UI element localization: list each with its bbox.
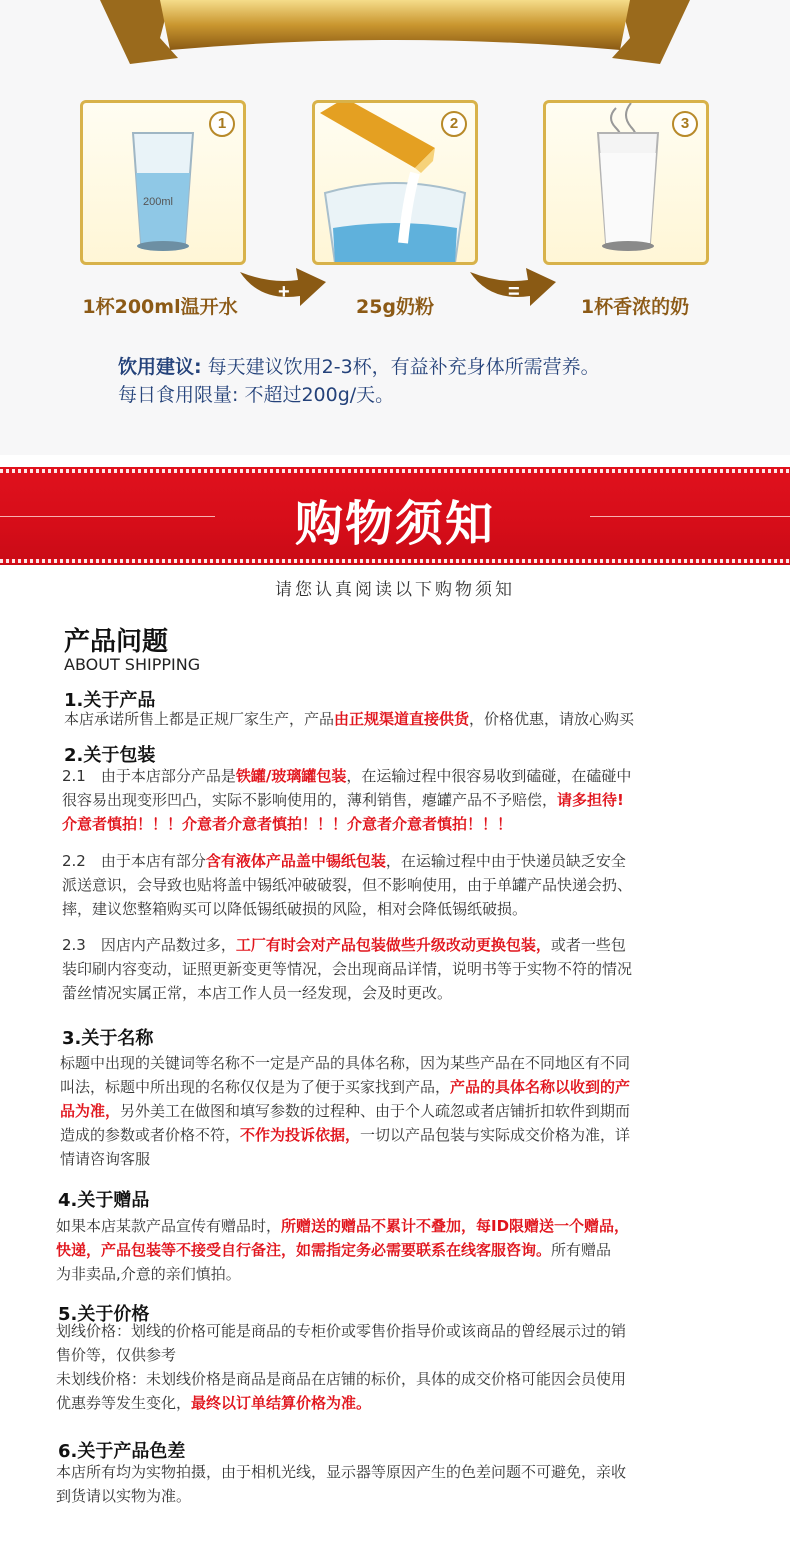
body-text: 2.1 由于本店部分产品是 (62, 767, 236, 785)
body-text: 2.3 因店内产品数过多， (62, 936, 236, 954)
highlight-text: 铁罐/玻璃罐包装 (235, 767, 347, 785)
highlight-text: 快递，产品包装等不接受自行备注，如需指定务必需要联系在线客服咨询。 (56, 1241, 552, 1259)
text-line (62, 957, 632, 981)
highlight-text: 含有液体产品盖中锡纸包装 (205, 852, 386, 870)
text-line (56, 1238, 629, 1262)
item-4-heading: 4.关于赠品 (58, 1190, 150, 1211)
body-text: 到货请以实物为准。 (56, 1487, 192, 1505)
highlight-text: 所赠送的赠品不累计不叠加，每ID限赠送一个赠品， (281, 1217, 630, 1235)
body-text: 摔，建议您整箱购买可以降低锡纸破损的风险，相对会降低锡纸破损。 (62, 900, 528, 918)
highlight-text: 最终以订单结算价格为准。 (191, 1394, 372, 1412)
item-2-heading: 2.关于包装 (64, 745, 156, 766)
body-text: 另外美工在做图和填写参数的过程种、由于个人疏忽或者店铺折扣软件到期而 (120, 1102, 631, 1120)
item-4-body (56, 1214, 629, 1286)
step-2-label: 25g奶粉 (355, 296, 435, 318)
item-1-heading: 1.关于产品 (64, 690, 156, 711)
step-2-number: 2 (441, 111, 467, 137)
text-line (56, 1214, 629, 1238)
preparation-section (0, 0, 790, 455)
item-2-paragraph-1 (62, 764, 631, 836)
text-line (60, 1147, 630, 1171)
highlight-text: 品为准， (60, 1102, 121, 1120)
text-line (62, 981, 632, 1005)
body-text: 造成的参数或者价格不符， (60, 1126, 241, 1144)
text-line (60, 1099, 630, 1123)
water-glass-icon (83, 103, 243, 263)
body-text: 蕾丝情况实属正常，本店工作人员一经发现，会及时更改。 (62, 984, 453, 1002)
text-line (60, 1123, 630, 1147)
item-1-body (64, 707, 634, 731)
gold-ribbon-header (100, 0, 690, 82)
item-3-body (60, 1051, 630, 1171)
shopping-notice-banner (0, 467, 790, 565)
body-text: 2.2 由于本店有部分 (62, 852, 206, 870)
step-3-card (543, 100, 709, 265)
step-1-number: 1 (209, 111, 235, 137)
body-text: 叫法，标题中所出现的名称仅仅是为了便于买家找到产品， (60, 1078, 451, 1096)
item-5-heading: 5.关于价格 (58, 1304, 150, 1325)
text-line (56, 1460, 626, 1484)
milk-glass-icon (546, 103, 706, 263)
text-line (64, 707, 634, 731)
text-line (62, 764, 631, 788)
section-title: 产品问题 (64, 627, 169, 657)
text-line (56, 1484, 626, 1508)
item-6-heading: 6.关于产品色差 (58, 1441, 186, 1462)
body-text: 或者一些包 (550, 936, 626, 954)
milk-powder-pour-icon (315, 103, 475, 263)
highlight-text: 工厂有时会对产品包装做些升级改动更换包装， (235, 936, 551, 954)
body-text: 很容易出现变形凹凸，实际不影响使用的，薄利销售，瘪罐产品不予赔偿， (62, 791, 558, 809)
body-text: 一切以产品包装与实际成交价格为准，详 (360, 1126, 631, 1144)
text-line (62, 849, 632, 873)
highlight-text: 由正规渠道直接供货 (334, 710, 470, 728)
banner-bottom-stripe (0, 559, 790, 563)
text-line (60, 1075, 630, 1099)
text-line (62, 812, 631, 836)
step-1-label: 1杯200ml温开水 (82, 296, 238, 318)
daily-limit: 每日食用限量: 不超过200g/天。 (118, 384, 395, 406)
item-3-heading: 3.关于名称 (62, 1028, 154, 1049)
step-3-number: 3 (672, 111, 698, 137)
item-5-body (56, 1319, 626, 1415)
body-text: 标题中出现的关键词等名称不一定是产品的具体名称，因为某些产品在不同地区有不同 (60, 1054, 631, 1072)
body-text: ，价格优惠，请放心购买 (469, 710, 635, 728)
step-1-card (80, 100, 246, 265)
highlight-text: 产品的具体名称以收到的产 (450, 1078, 631, 1096)
text-line (60, 1051, 630, 1075)
item-2-paragraph-2 (62, 849, 632, 921)
equals-operator: = (508, 281, 520, 303)
text-line (56, 1391, 626, 1415)
highlight-text: 请多担待! (557, 791, 624, 809)
text-line (56, 1262, 629, 1286)
body-text: 所有赠品 (551, 1241, 612, 1259)
body-text: 装印刷内容变动，证照更新变更等情况，会出现商品详情，说明书等于实物不符的情况 (62, 960, 633, 978)
body-text: 如果本店某款产品宣传有赠品时， (56, 1217, 282, 1235)
body-text: 情请咨询客服 (60, 1150, 151, 1168)
body-text: ，在运输过程中很容易收到磕碰，在磕碰中 (346, 767, 632, 785)
body-text: 本店所有均为实物拍摄，由于相机光线，显示器等原因产生的色差问题不可避免，亲收 (56, 1463, 627, 1481)
text-line (62, 897, 632, 921)
step-2-card (312, 100, 478, 265)
text-line (62, 788, 631, 812)
body-text: 派送意识，会导致也贴将盖中锡纸冲破破裂，但不影响使用，由于单罐产品快递会扔、 (62, 876, 633, 894)
glass-volume-label: 200ml (143, 196, 173, 208)
plus-operator: + (278, 281, 290, 303)
step-3-label: 1杯香浓的奶 (580, 296, 690, 318)
highlight-text: 介意者慎拍！！！介意者介意者慎拍！！！介意者介意者慎拍！！！ (62, 815, 513, 833)
advice-text: 每天建议饮用2-3杯，有益补充身体所需营养。 (201, 356, 600, 378)
body-text: 为非卖品,介意的亲们慎拍。 (56, 1265, 241, 1283)
body-text: 未划线价格：未划线价格是商品是商品在店铺的标价，具体的成交价格可能因会员使用 (56, 1370, 627, 1388)
body-text: 本店承诺所售上都是正规厂家生产，产品 (64, 710, 335, 728)
section-subtitle-en: ABOUT SHIPPING (64, 655, 201, 674)
advice-label: 饮用建议: (118, 356, 202, 378)
notice-subtitle: 请您认真阅读以下购物须知 (275, 580, 515, 600)
text-line (56, 1367, 626, 1391)
text-line (56, 1343, 626, 1367)
item-6-body (56, 1460, 626, 1508)
banner-top-stripe (0, 469, 790, 473)
banner-title: 购物须知 (294, 496, 495, 552)
body-text: 划线价格：划线的价格可能是商品的专柜价或零售价指导价或该商品的曾经展示过的销 (56, 1322, 627, 1340)
text-line (56, 1319, 626, 1343)
drinking-advice (118, 352, 600, 379)
body-text: 优惠券等发生变化， (56, 1394, 192, 1412)
body-text: 售价等，仅供参考 (56, 1346, 177, 1364)
highlight-text: 不作为投诉依据， (240, 1126, 361, 1144)
text-line (62, 933, 632, 957)
text-line (62, 873, 632, 897)
item-2-paragraph-3 (62, 933, 632, 1005)
body-text: ，在运输过程中由于快递员缺乏安全 (385, 852, 626, 870)
